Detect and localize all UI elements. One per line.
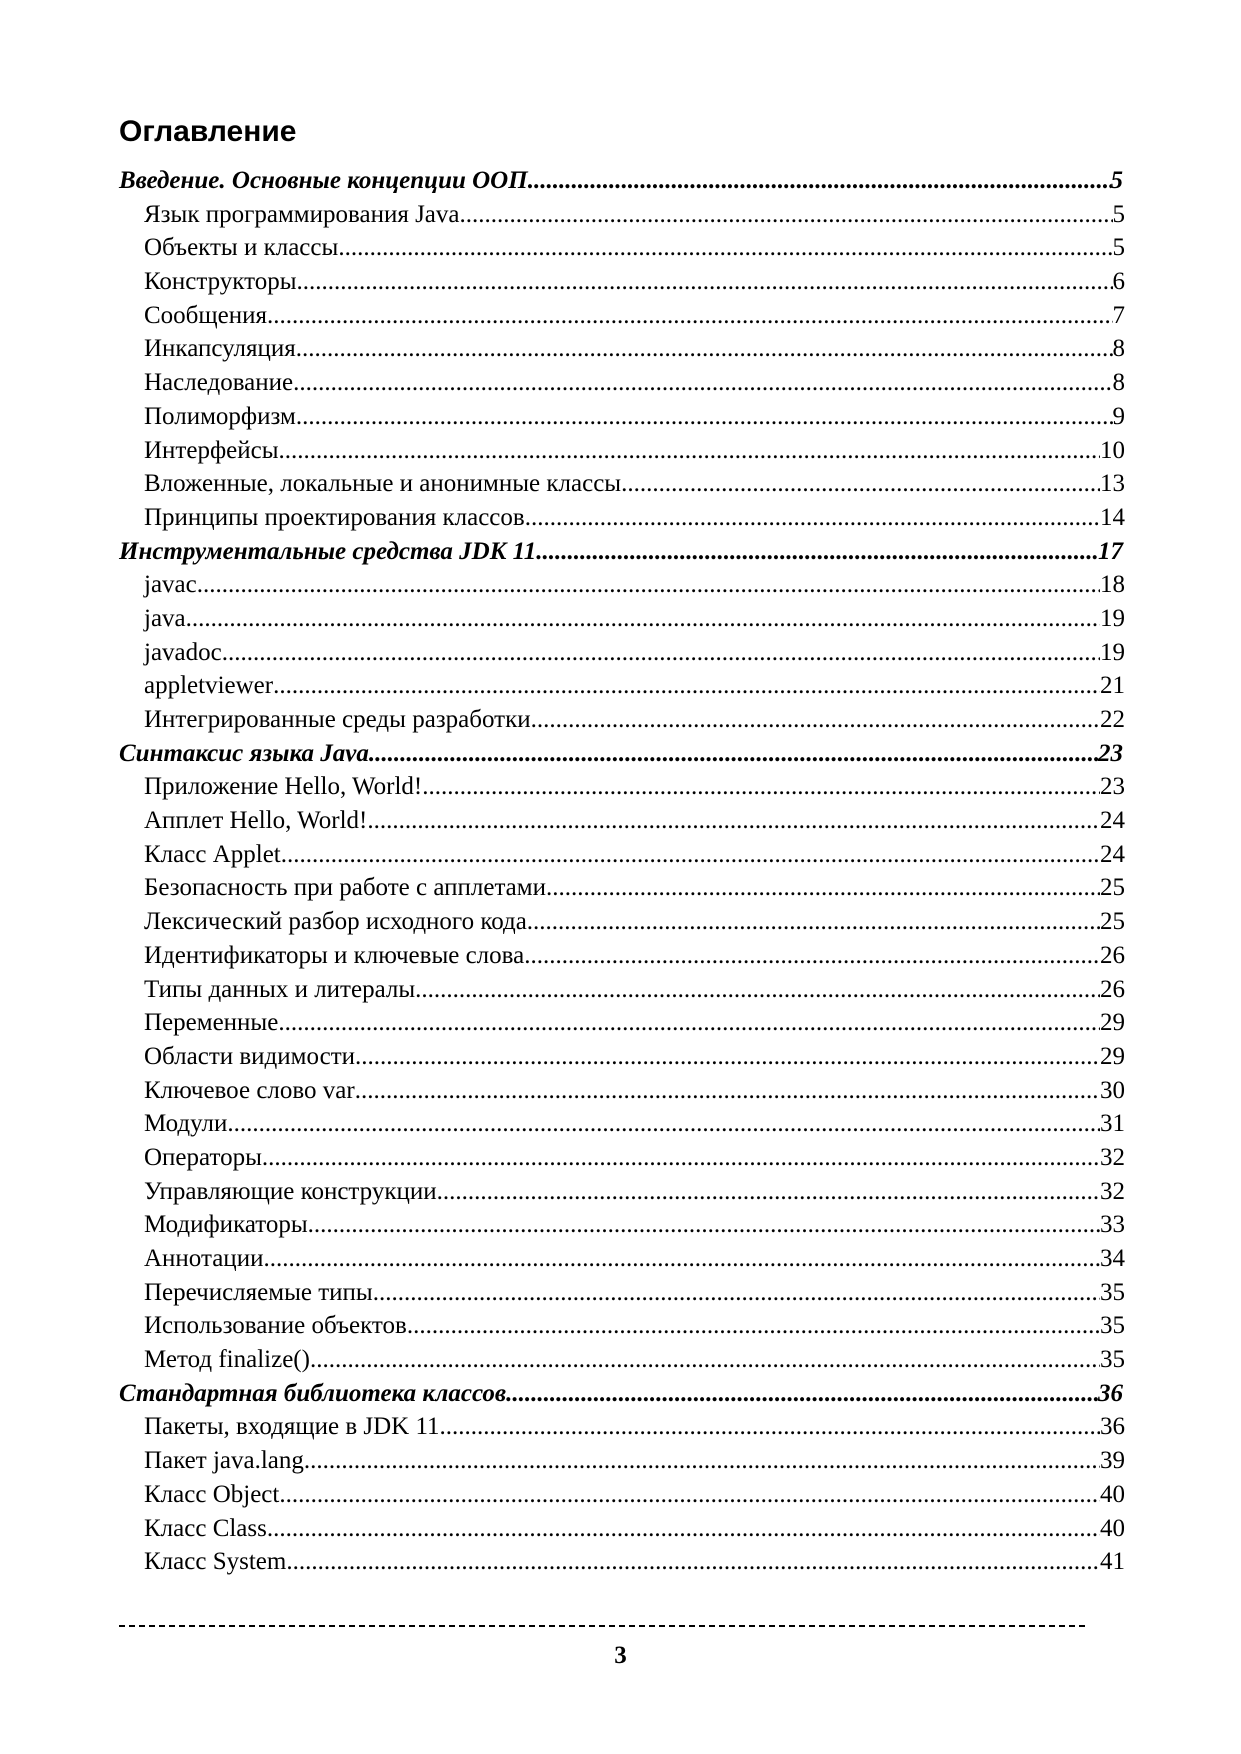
- toc-section-entry[interactable]: [119, 1208, 1125, 1242]
- toc-entry-page: 35: [1100, 1278, 1125, 1306]
- toc-dot-leader: [279, 434, 1100, 468]
- toc-entry-title: java: [144, 604, 186, 632]
- toc-chapter-entry[interactable]: [119, 1377, 1125, 1411]
- toc-dot-leader: [528, 164, 1111, 198]
- toc-section-entry[interactable]: [119, 770, 1125, 804]
- toc-dot-leader: [278, 1006, 1100, 1040]
- toc-entry-title: Апплет Hello, World!: [144, 807, 368, 835]
- toc-entry-page: 25: [1100, 874, 1125, 902]
- toc-entry-page: 30: [1100, 1076, 1125, 1104]
- toc-section-entry[interactable]: [119, 1141, 1125, 1175]
- toc-entry-title: Модули: [144, 1110, 228, 1138]
- toc-dot-leader: [286, 1545, 1100, 1579]
- toc-dot-leader: [407, 1309, 1100, 1343]
- toc-entry-title: Управляющие конструкции: [144, 1177, 437, 1205]
- toc-section-entry[interactable]: [119, 838, 1125, 872]
- toc-dot-leader: [536, 535, 1098, 569]
- toc-dot-leader: [308, 1208, 1100, 1242]
- toc-entry-page: 10: [1100, 436, 1125, 464]
- toc-entry-page: 32: [1100, 1177, 1125, 1205]
- toc-entry-title: Инструментальные средства JDK 11: [119, 537, 537, 565]
- toc-dot-leader: [525, 501, 1100, 535]
- toc-section-entry[interactable]: [119, 636, 1125, 670]
- toc-entry-title: Интегрированные среды разработки: [144, 706, 531, 733]
- toc-entry-page: 22: [1100, 706, 1125, 733]
- toc-entry-page: 19: [1100, 604, 1125, 632]
- toc-dot-leader: [373, 1276, 1100, 1310]
- toc-entry-page: 9: [1112, 402, 1125, 430]
- toc-entry-page: 7: [1112, 301, 1125, 329]
- toc-entry-page: 24: [1100, 840, 1125, 868]
- toc-entry-page: 40: [1100, 1480, 1125, 1508]
- toc-entry-title: Аннотации: [144, 1245, 264, 1272]
- toc-dot-leader: [222, 636, 1100, 670]
- toc-section-entry[interactable]: [119, 1512, 1125, 1546]
- toc-section-entry[interactable]: [119, 1006, 1125, 1040]
- toc-section-entry[interactable]: [119, 198, 1125, 232]
- toc-entry-title: Класс System: [144, 1548, 287, 1576]
- toc-section-entry[interactable]: [119, 366, 1125, 400]
- toc-entry-title: Наследование: [144, 369, 294, 397]
- toc-section-entry[interactable]: [119, 905, 1125, 939]
- toc-entry-title: Сообщения: [144, 301, 267, 329]
- toc-dot-leader: [527, 905, 1100, 939]
- toc-entry-page: 6: [1112, 268, 1125, 296]
- toc-section-entry[interactable]: [119, 568, 1125, 602]
- toc-section-entry[interactable]: [119, 1175, 1125, 1209]
- toc-entry-page: 39: [1100, 1447, 1125, 1475]
- toc-entry-title: Пакеты, входящие в JDK 11: [144, 1413, 440, 1441]
- toc-dot-leader: [186, 602, 1100, 636]
- toc-entry-page: 13: [1100, 470, 1125, 498]
- toc-section-entry[interactable]: [119, 973, 1125, 1007]
- toc-dot-leader: [304, 1444, 1100, 1478]
- toc-entry-title: Безопасность при работе с апплетами: [144, 874, 546, 902]
- toc-dot-leader: [296, 400, 1113, 434]
- toc-entry-page: 29: [1100, 1042, 1125, 1070]
- toc-dot-leader: [355, 1074, 1100, 1108]
- toc-entry-page: 23: [1098, 739, 1123, 767]
- toc-dot-leader: [546, 871, 1100, 905]
- toc-entry-title: Объекты и классы: [144, 234, 339, 262]
- toc-entry-title: javac: [144, 571, 197, 599]
- toc-entry-page: 8: [1112, 369, 1125, 397]
- toc-entry-title: Области видимости: [144, 1042, 355, 1070]
- toc-entry-page: 31: [1100, 1110, 1125, 1138]
- toc-dot-leader: [369, 737, 1098, 771]
- toc-dot-leader: [460, 198, 1113, 232]
- toc-section-entry[interactable]: [119, 1107, 1125, 1141]
- toc-entry-title: Интерфейсы: [144, 436, 279, 464]
- toc-entry-title: Синтаксис языка Java: [119, 739, 369, 767]
- toc-entry-title: Конструкторы: [144, 268, 297, 296]
- toc-dot-leader: [267, 1512, 1100, 1546]
- toc-entry-page: 35: [1100, 1346, 1125, 1374]
- toc-section-entry[interactable]: [119, 1343, 1125, 1377]
- toc-section-entry[interactable]: [119, 1410, 1125, 1444]
- toc-chapter-entry[interactable]: [119, 737, 1125, 771]
- toc-section-entry[interactable]: [119, 299, 1125, 333]
- toc-dot-leader: [621, 467, 1100, 501]
- toc-dot-leader: [310, 1343, 1100, 1377]
- toc-entry-page: 26: [1100, 941, 1125, 969]
- toc-dot-leader: [296, 332, 1113, 366]
- toc-entry-page: 14: [1100, 503, 1125, 531]
- toc-entry-title: Пакет java.lang: [144, 1447, 304, 1475]
- toc-dot-leader: [338, 231, 1112, 265]
- toc-entry-page: 26: [1100, 975, 1125, 1003]
- toc-section-entry[interactable]: [119, 1074, 1125, 1108]
- toc-section-entry[interactable]: [119, 1242, 1125, 1276]
- toc-entry-page: 5: [1112, 234, 1125, 262]
- toc-section-entry[interactable]: [119, 332, 1125, 366]
- toc-heading: Оглавление: [119, 115, 297, 148]
- toc-entry-title: Приложение Hello, World!: [144, 773, 423, 801]
- toc-entry-page: 19: [1100, 638, 1125, 666]
- toc-entry-title: Переменные: [144, 1009, 279, 1037]
- toc-entry-page: 25: [1100, 908, 1125, 936]
- toc-section-entry[interactable]: [119, 804, 1125, 838]
- toc-entry-page: 21: [1100, 672, 1125, 700]
- toc-entry-title: Типы данных и литералы: [144, 975, 416, 1003]
- toc-entry-title: Перечисляемые типы: [144, 1278, 373, 1306]
- toc-entry-title: appletviewer: [144, 672, 274, 700]
- toc-dot-leader: [267, 299, 1113, 333]
- footer-divider: [119, 1625, 1085, 1627]
- toc-entry-page: 23: [1100, 773, 1125, 801]
- toc-section-entry[interactable]: [119, 1478, 1125, 1512]
- toc-dot-leader: [279, 1478, 1100, 1512]
- toc-section-entry[interactable]: [119, 1309, 1125, 1343]
- toc-entry-page: 40: [1100, 1514, 1125, 1542]
- toc-entry-page: 36: [1100, 1413, 1125, 1441]
- toc-entry-title: Метод finalize(): [144, 1346, 310, 1374]
- toc-entry-title: Стандартная библиотека классов: [119, 1379, 507, 1407]
- toc-entry-page: 5: [1112, 200, 1125, 228]
- toc-entry-title: Лексический разбор исходного кода: [144, 908, 527, 936]
- toc-entry-title: Введение. Основные концепции ООП: [119, 167, 528, 194]
- toc-entry-title: javadoc: [144, 638, 222, 666]
- toc-entry-page: 33: [1100, 1211, 1125, 1239]
- toc-chapter-entry[interactable]: [119, 164, 1125, 198]
- toc-entry-page: 17: [1098, 537, 1123, 565]
- toc-chapter-entry[interactable]: [119, 535, 1125, 569]
- page-number: 3: [614, 1642, 627, 1669]
- toc-section-entry[interactable]: [119, 231, 1125, 265]
- toc-dot-leader: [197, 568, 1100, 602]
- toc-entry-title: Класс Class: [144, 1514, 267, 1542]
- toc-entry-title: Класс Applet: [144, 840, 281, 868]
- toc-dot-leader: [415, 973, 1100, 1007]
- toc-entry-title: Операторы: [144, 1143, 262, 1171]
- toc-entry-page: 41: [1100, 1548, 1125, 1576]
- toc-dot-leader: [273, 669, 1100, 703]
- toc-entry-page: 29: [1100, 1009, 1125, 1037]
- toc-entry-page: 32: [1100, 1143, 1125, 1171]
- toc-entry-title: Язык программирования Java: [144, 200, 460, 228]
- toc-dot-leader: [422, 770, 1100, 804]
- toc-entry-page: 36: [1098, 1379, 1123, 1407]
- toc-section-entry[interactable]: [119, 265, 1125, 299]
- toc-dot-leader: [355, 1040, 1100, 1074]
- toc-section-entry[interactable]: [119, 400, 1125, 434]
- toc-section-entry[interactable]: [119, 1040, 1125, 1074]
- toc-dot-leader: [524, 939, 1100, 973]
- toc-entry-page: 35: [1100, 1312, 1125, 1340]
- toc-entry-title: Инкапсуляция: [144, 335, 296, 363]
- toc-entry-page: 8: [1112, 335, 1125, 363]
- toc-entry-title: Полиморфизм: [144, 402, 296, 430]
- toc-section-entry[interactable]: [119, 871, 1125, 905]
- toc-dot-leader: [367, 804, 1100, 838]
- toc-dot-leader: [293, 366, 1112, 400]
- toc-section-entry[interactable]: [119, 434, 1125, 468]
- toc-dot-leader: [297, 265, 1113, 299]
- toc-dot-leader: [227, 1107, 1100, 1141]
- toc-section-entry[interactable]: [119, 1276, 1125, 1310]
- toc-section-entry[interactable]: [119, 501, 1125, 535]
- toc-section-entry[interactable]: [119, 602, 1125, 636]
- toc-entry-title: Ключевое слово var: [144, 1076, 355, 1104]
- toc-entry-title: Использование объектов: [144, 1312, 407, 1340]
- table-of-contents: [119, 164, 1125, 1579]
- toc-entry-page: 34: [1100, 1245, 1125, 1272]
- toc-entry-title: Вложенные, локальные и анонимные классы: [144, 470, 622, 498]
- toc-entry-page: 5: [1110, 167, 1123, 194]
- toc-entry-title: Принципы проектирования классов: [144, 503, 525, 531]
- toc-entry-title: Идентификаторы и ключевые слова: [144, 941, 525, 969]
- toc-section-entry[interactable]: [119, 703, 1125, 737]
- toc-section-entry[interactable]: [119, 467, 1125, 501]
- toc-entry-page: 24: [1100, 807, 1125, 835]
- toc-dot-leader: [531, 703, 1100, 737]
- toc-section-entry[interactable]: [119, 939, 1125, 973]
- toc-entry-title: Класс Object: [144, 1480, 280, 1508]
- toc-section-entry[interactable]: [119, 1545, 1125, 1579]
- toc-dot-leader: [437, 1175, 1100, 1209]
- toc-dot-leader: [440, 1410, 1100, 1444]
- toc-entry-title: Модификаторы: [144, 1211, 308, 1239]
- toc-dot-leader: [281, 838, 1100, 872]
- toc-dot-leader: [506, 1377, 1098, 1411]
- toc-dot-leader: [263, 1242, 1100, 1276]
- toc-dot-leader: [262, 1141, 1100, 1175]
- toc-entry-page: 18: [1100, 571, 1125, 599]
- toc-section-entry[interactable]: [119, 669, 1125, 703]
- toc-section-entry[interactable]: [119, 1444, 1125, 1478]
